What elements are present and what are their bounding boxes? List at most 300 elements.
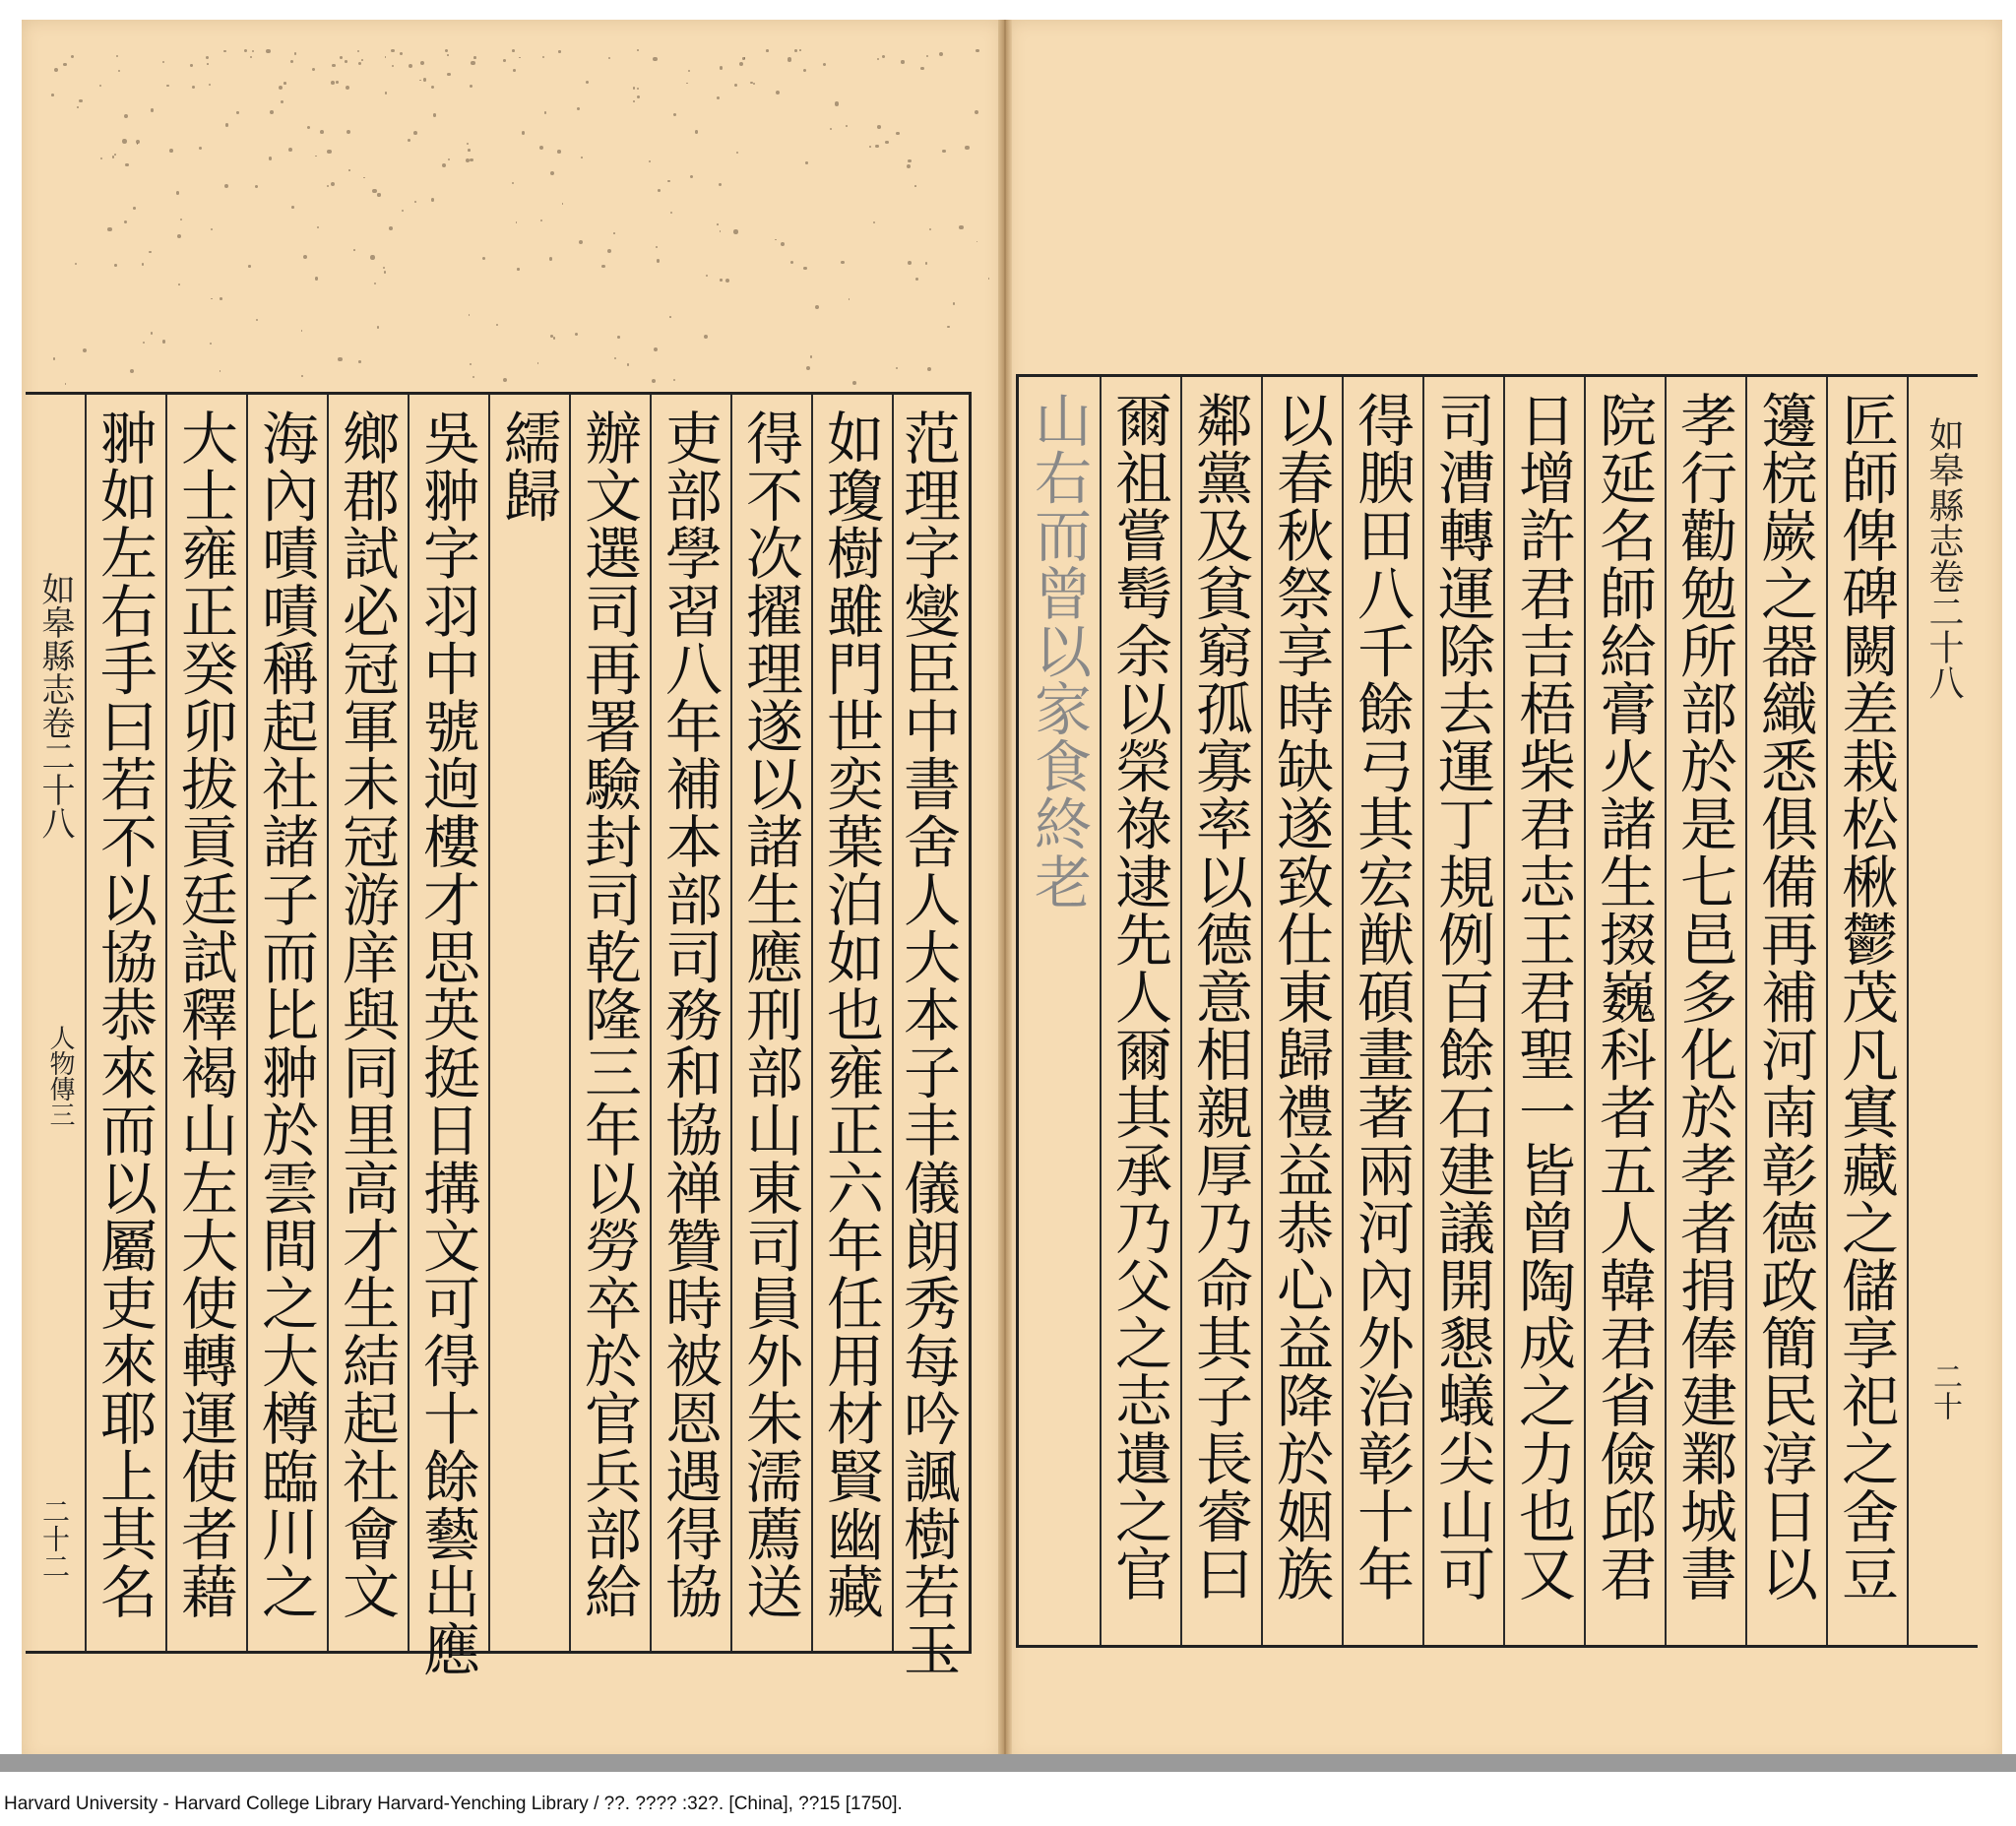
foxing-speck xyxy=(926,55,928,57)
foxing-speck xyxy=(447,54,449,56)
foxing-speck xyxy=(63,63,67,67)
foxing-speck xyxy=(400,52,403,55)
foxing-speck xyxy=(815,305,819,309)
foxing-speck xyxy=(803,267,807,271)
foxing-speck xyxy=(209,84,211,86)
column-text: 山右而曾以家食終老 xyxy=(1025,391,1092,911)
foxing-speck xyxy=(65,383,67,385)
foxing-speck xyxy=(581,157,583,158)
left-margin-folio: 二十二 xyxy=(38,1497,71,1580)
foxing-speck xyxy=(503,59,506,62)
foxing-speck xyxy=(794,49,797,52)
foxing-speck xyxy=(468,149,471,152)
foxing-speck xyxy=(114,264,117,267)
column-text: 辦文選司再署驗封司乾隆三年以勞卒於官兵部給 xyxy=(575,409,642,1620)
foxing-speck xyxy=(414,201,416,203)
foxing-speck xyxy=(704,335,708,339)
foxing-speck xyxy=(348,169,350,171)
foxing-speck xyxy=(558,50,560,52)
foxing-speck xyxy=(470,85,472,88)
foxing-speck xyxy=(579,240,583,244)
foxing-speck xyxy=(673,113,676,116)
foxing-speck xyxy=(830,128,833,131)
foxing-speck xyxy=(841,261,845,265)
foxing-speck xyxy=(223,50,225,52)
foxing-speck xyxy=(739,62,743,66)
foxing-speck xyxy=(695,130,698,133)
image-credit-caption: Harvard University - Harvard College Library Harvard-Yenching Library / ??. ???? :32?. [China], ??15 [1750]. xyxy=(4,1794,903,1814)
column-text: 孝行勸勉所部於是七邑多化於孝者捐俸建鄴城書 xyxy=(1670,391,1737,1603)
foxing-speck xyxy=(810,355,813,358)
text-column xyxy=(165,395,248,1651)
foxing-speck xyxy=(976,241,978,243)
foxing-speck xyxy=(51,94,54,96)
foxing-speck xyxy=(542,56,544,58)
column-text: 鄰黨及貧窮孤寡率以德意相親厚乃命其子長睿曰 xyxy=(1186,391,1253,1603)
foxing-speck xyxy=(637,95,640,98)
foxing-speck xyxy=(965,146,969,150)
foxing-speck xyxy=(706,275,708,277)
foxing-speck xyxy=(248,265,251,268)
foxing-speck xyxy=(633,100,635,102)
foxing-speck xyxy=(637,49,639,51)
foxing-speck xyxy=(846,125,848,127)
foxing-speck xyxy=(431,86,434,89)
foxing-speck xyxy=(114,154,116,156)
foxing-speck xyxy=(420,61,424,65)
text-column xyxy=(1019,377,1102,1645)
foxing-speck xyxy=(327,150,331,154)
text-column xyxy=(327,395,410,1651)
column-text: 得不次擢理遂以諸生應刑部山東司員外朱濡薦送 xyxy=(736,409,803,1620)
foxing-speck xyxy=(537,362,539,364)
foxing-speck xyxy=(125,163,128,166)
right-margin-strip xyxy=(1907,377,1978,1645)
page-bottom-edge xyxy=(0,1754,2016,1772)
foxing-speck xyxy=(377,193,380,196)
foxing-speck xyxy=(199,147,202,150)
foxing-speck xyxy=(875,145,878,148)
foxing-speck xyxy=(244,49,247,52)
foxing-speck xyxy=(252,50,254,52)
foxing-speck xyxy=(99,85,102,88)
foxing-speck xyxy=(467,143,469,145)
foxing-speck xyxy=(849,298,850,300)
text-column xyxy=(1584,377,1667,1645)
foxing-speck xyxy=(753,83,755,85)
foxing-speck xyxy=(345,60,347,63)
foxing-speck xyxy=(236,111,238,113)
foxing-speck xyxy=(920,67,923,70)
foxing-speck xyxy=(788,57,791,61)
left-margin-title: 如皋縣志卷二十八 xyxy=(35,572,75,840)
text-column xyxy=(569,395,652,1651)
foxing-speck xyxy=(118,70,120,72)
foxing-speck xyxy=(279,86,283,90)
foxing-speck xyxy=(303,255,307,259)
foxing-speck xyxy=(447,73,450,76)
foxing-speck xyxy=(130,369,134,373)
foxing-speck xyxy=(220,370,221,372)
foxing-speck xyxy=(873,221,875,223)
foxing-speck xyxy=(725,279,729,283)
foxing-speck xyxy=(431,198,435,202)
foxing-speck xyxy=(670,212,672,214)
foxing-speck xyxy=(112,156,115,158)
text-column xyxy=(1261,377,1344,1645)
column-text: 爾祖嘗髩余以榮祿逮先人爾其承乃父之志遺之官 xyxy=(1105,391,1172,1603)
foxing-speck xyxy=(549,257,552,260)
foxing-speck xyxy=(190,64,192,66)
foxing-speck xyxy=(927,367,931,371)
foxing-speck xyxy=(409,64,412,68)
foxing-speck xyxy=(136,140,140,144)
foxing-speck xyxy=(442,163,446,167)
text-column xyxy=(85,395,167,1651)
foxing-speck xyxy=(358,360,361,363)
column-text: 匠師俾碑闕差栽松楸鬱茂凡寘藏之儲享祀之舍豆 xyxy=(1832,391,1899,1603)
foxing-speck xyxy=(823,63,827,67)
foxing-speck xyxy=(448,158,450,160)
foxing-speck xyxy=(925,262,928,265)
foxing-speck xyxy=(327,185,329,187)
foxing-speck xyxy=(471,61,474,65)
foxing-speck xyxy=(107,227,111,231)
foxing-speck xyxy=(377,326,379,328)
foxing-speck xyxy=(331,81,335,85)
foxing-speck xyxy=(512,49,515,52)
foxing-speck xyxy=(207,63,209,65)
foxing-speck xyxy=(122,139,126,143)
foxing-speck xyxy=(907,164,911,168)
foxing-speck xyxy=(519,57,521,59)
foxing-speck xyxy=(250,56,252,58)
foxing-speck xyxy=(385,56,387,58)
foxing-speck xyxy=(669,316,671,318)
foxing-speck xyxy=(717,223,719,225)
foxing-speck xyxy=(717,96,720,99)
right-margin-title: 如皋縣志卷二十八 xyxy=(1923,416,1964,700)
foxing-speck xyxy=(151,108,155,112)
foxing-speck xyxy=(361,59,363,61)
foxing-speck xyxy=(686,83,688,85)
foxing-speck xyxy=(100,157,102,159)
text-column xyxy=(1180,377,1263,1645)
foxing-speck xyxy=(294,52,297,55)
foxing-speck xyxy=(908,159,912,163)
foxing-speck xyxy=(473,56,476,59)
foxing-speck xyxy=(470,158,472,161)
column-text: 鄉郡試必冠軍未冠游庠與同里高才生結起社會文 xyxy=(333,409,400,1620)
foxing-speck xyxy=(516,221,518,223)
foxing-speck xyxy=(255,185,258,188)
text-column xyxy=(650,395,732,1651)
column-text: 如瓊樹雖門世奕葉泊如也雍正六年任用材賢幽藏 xyxy=(817,409,884,1620)
foxing-speck xyxy=(320,130,324,134)
right-text-frame xyxy=(1016,374,1978,1648)
foxing-speck xyxy=(896,367,898,369)
column-text: 日增許君吉梧柴君志王君聖一皆曾陶成之力也又 xyxy=(1509,391,1576,1603)
foxing-speck xyxy=(391,49,394,52)
foxing-speck xyxy=(270,110,274,114)
foxing-speck xyxy=(637,88,639,90)
foxing-speck xyxy=(627,363,630,366)
foxing-speck xyxy=(720,230,722,232)
text-column xyxy=(1342,377,1424,1645)
foxing-speck xyxy=(124,114,128,118)
foxing-speck xyxy=(370,255,374,259)
text-column xyxy=(1665,377,1747,1645)
foxing-speck xyxy=(338,357,342,361)
foxing-speck xyxy=(553,337,555,339)
foxing-speck xyxy=(781,242,785,246)
foxing-speck xyxy=(162,61,164,63)
foxing-speck xyxy=(835,101,839,105)
foxing-speck xyxy=(301,375,303,377)
foxing-speck xyxy=(805,161,808,164)
foxing-speck xyxy=(503,378,507,382)
column-text: 吏部學習八年補本部司務和協禅贊時被恩遇得協 xyxy=(656,409,723,1620)
text-column xyxy=(246,395,329,1651)
foxing-speck xyxy=(162,340,166,344)
foxing-speck xyxy=(482,257,485,260)
left-text-frame xyxy=(26,392,972,1678)
foxing-speck xyxy=(658,189,661,192)
foxing-speck xyxy=(290,60,293,63)
foxing-speck xyxy=(690,175,693,178)
foxing-speck xyxy=(472,376,474,378)
foxing-speck xyxy=(908,261,912,265)
foxing-speck xyxy=(877,58,879,60)
foxing-speck xyxy=(331,182,335,186)
foxing-speck xyxy=(942,150,946,154)
foxing-speck xyxy=(54,68,58,72)
foxing-speck xyxy=(269,157,272,159)
foxing-speck xyxy=(550,171,554,175)
foxing-speck xyxy=(178,283,180,285)
foxing-speck xyxy=(374,283,377,285)
foxing-speck xyxy=(885,141,889,145)
foxing-speck xyxy=(79,99,82,102)
foxing-speck xyxy=(408,139,410,142)
text-column xyxy=(811,395,894,1651)
foxing-speck xyxy=(284,82,286,85)
foxing-speck xyxy=(372,189,376,193)
foxing-speck xyxy=(346,86,349,90)
foxing-speck xyxy=(790,261,793,264)
foxing-speck xyxy=(539,146,543,150)
foxing-speck xyxy=(116,55,118,57)
foxing-speck xyxy=(149,251,152,254)
column-text: 院延名師給膏火諸生掇巍科者五人韓君省儉邱君 xyxy=(1590,391,1657,1603)
column-text: 范理字燮臣中書舍人大本子丰儀朗秀每吟諷樹若玉 xyxy=(894,409,961,1678)
foxing-speck xyxy=(353,249,355,251)
foxing-speck xyxy=(77,106,79,108)
foxing-speck xyxy=(976,49,978,52)
foxing-speck xyxy=(301,330,303,332)
foxing-speck xyxy=(915,278,918,281)
foxing-speck xyxy=(151,332,154,335)
foxing-speck xyxy=(882,55,885,58)
foxing-speck xyxy=(423,78,427,82)
foxing-speck xyxy=(288,148,292,152)
text-column xyxy=(488,395,571,1651)
foxing-speck xyxy=(357,50,360,53)
foxing-speck xyxy=(385,92,387,94)
foxing-speck xyxy=(608,57,610,59)
foxing-speck xyxy=(225,123,228,126)
foxing-speck xyxy=(389,226,393,230)
text-column xyxy=(408,395,490,1678)
foxing-speck xyxy=(346,130,350,134)
foxing-speck xyxy=(613,232,615,234)
foxing-speck xyxy=(176,191,180,195)
foxing-speck xyxy=(433,113,436,116)
foxing-speck xyxy=(720,66,724,70)
foxing-speck xyxy=(317,226,319,228)
foxing-speck xyxy=(654,347,658,351)
foxing-speck xyxy=(901,60,904,63)
foxing-speck xyxy=(192,86,195,89)
foxing-speck xyxy=(929,228,931,230)
foxing-speck xyxy=(206,56,209,59)
column-text: 海內嘖嘖稱起社諸子而比翀於雲間之大樽臨川之 xyxy=(252,409,319,1620)
text-column xyxy=(1745,377,1828,1645)
foxing-speck xyxy=(575,333,578,336)
foxing-speck xyxy=(142,263,144,265)
foxing-speck xyxy=(211,298,213,300)
foxing-speck xyxy=(852,381,856,385)
foxing-speck xyxy=(614,357,616,359)
foxing-speck xyxy=(577,107,580,110)
foxing-speck xyxy=(557,150,561,154)
text-column xyxy=(1826,377,1909,1645)
foxing-speck xyxy=(975,110,978,114)
foxing-speck xyxy=(307,126,310,129)
foxing-speck xyxy=(402,210,404,212)
foxing-speck xyxy=(71,55,74,58)
column-text: 籩梡嶡之器織悉俱備再補河南彰德政簡民淳日以 xyxy=(1751,391,1818,1603)
foxing-speck xyxy=(653,57,657,61)
left-margin-section: 人物傳三 xyxy=(45,1025,75,1127)
foxing-speck xyxy=(869,146,871,148)
foxing-speck xyxy=(166,85,168,87)
foxing-speck xyxy=(469,314,471,316)
foxing-speck xyxy=(734,84,737,87)
foxing-speck xyxy=(799,49,801,51)
foxing-speck xyxy=(315,277,318,280)
foxing-speck xyxy=(649,160,651,162)
foxing-speck xyxy=(419,80,421,82)
foxing-speck xyxy=(169,149,173,153)
foxing-spots xyxy=(51,49,1006,384)
foxing-speck xyxy=(673,379,675,381)
foxing-speck xyxy=(733,229,737,233)
foxing-speck xyxy=(383,267,385,269)
foxing-speck xyxy=(384,271,387,274)
foxing-speck xyxy=(914,185,916,187)
foxing-speck xyxy=(953,302,956,305)
foxing-speck xyxy=(896,132,899,135)
foxing-speck xyxy=(291,206,294,209)
foxing-speck xyxy=(445,49,448,52)
foxing-speck xyxy=(959,225,963,229)
foxing-speck xyxy=(719,183,723,187)
foxing-speck xyxy=(517,268,519,270)
foxing-speck xyxy=(736,152,738,154)
foxing-speck xyxy=(656,246,658,248)
foxing-speck xyxy=(617,336,620,339)
foxing-speck xyxy=(607,249,611,253)
foxing-speck xyxy=(988,278,990,280)
column-text: 司漕轉運除去運丁規例百餘石建議開懇蟻尖山可 xyxy=(1428,391,1495,1603)
foxing-speck xyxy=(363,177,365,179)
foxing-speck xyxy=(586,81,589,84)
foxing-speck xyxy=(53,357,55,359)
foxing-speck xyxy=(470,363,472,365)
foxing-speck xyxy=(544,111,546,113)
foxing-speck xyxy=(947,326,950,329)
foxing-speck xyxy=(75,263,78,266)
foxing-speck xyxy=(336,81,339,84)
foxing-speck xyxy=(720,279,722,281)
foxing-speck xyxy=(803,69,806,72)
text-column xyxy=(892,395,969,1678)
foxing-speck xyxy=(210,343,212,345)
foxing-speck xyxy=(358,62,361,65)
foxing-speck xyxy=(652,379,656,383)
foxing-speck xyxy=(667,180,670,183)
foxing-speck xyxy=(766,49,769,52)
foxing-speck xyxy=(657,259,660,262)
foxing-speck xyxy=(256,319,258,321)
column-text: 翀如左右手曰若不以協恭來而以屬吏來耶上其名 xyxy=(91,409,158,1620)
foxing-speck xyxy=(806,366,810,370)
foxing-speck xyxy=(413,131,417,135)
foxing-speck xyxy=(340,56,343,59)
foxing-speck xyxy=(177,234,181,238)
foxing-speck xyxy=(180,219,182,220)
foxing-speck xyxy=(392,65,394,67)
right-margin-folio: 二十 xyxy=(1927,1361,1962,1420)
foxing-speck xyxy=(633,87,636,90)
foxing-speck xyxy=(939,52,943,56)
book-gutter xyxy=(998,20,1012,1762)
foxing-speck xyxy=(220,297,222,300)
foxing-speck xyxy=(332,64,335,67)
foxing-speck xyxy=(124,220,127,223)
text-column xyxy=(1100,377,1182,1645)
foxing-speck xyxy=(266,49,270,53)
column-text: 繻歸 xyxy=(494,409,561,525)
foxing-speck xyxy=(83,348,87,352)
foxing-speck xyxy=(312,68,315,71)
foxing-speck xyxy=(775,239,777,241)
foxing-speck xyxy=(496,324,498,326)
foxing-speck xyxy=(562,203,564,205)
foxing-speck xyxy=(601,265,605,269)
foxing-speck xyxy=(315,156,317,157)
column-text: 以春秋祭享時缺遂致仕東歸禮益恭心益降於姻族 xyxy=(1267,391,1334,1603)
column-text: 吳翀字羽中號逈樓才思英挺日搆文可得十餘藝出應 xyxy=(413,409,480,1678)
foxing-speck xyxy=(688,70,690,72)
text-column xyxy=(730,395,813,1651)
foxing-speck xyxy=(224,184,228,188)
text-column xyxy=(1422,377,1505,1645)
foxing-speck xyxy=(513,69,516,72)
foxing-speck xyxy=(776,91,780,94)
column-text: 得腴田八千餘弓其宏猷碩畫著兩河內外治彰十年 xyxy=(1348,391,1415,1603)
